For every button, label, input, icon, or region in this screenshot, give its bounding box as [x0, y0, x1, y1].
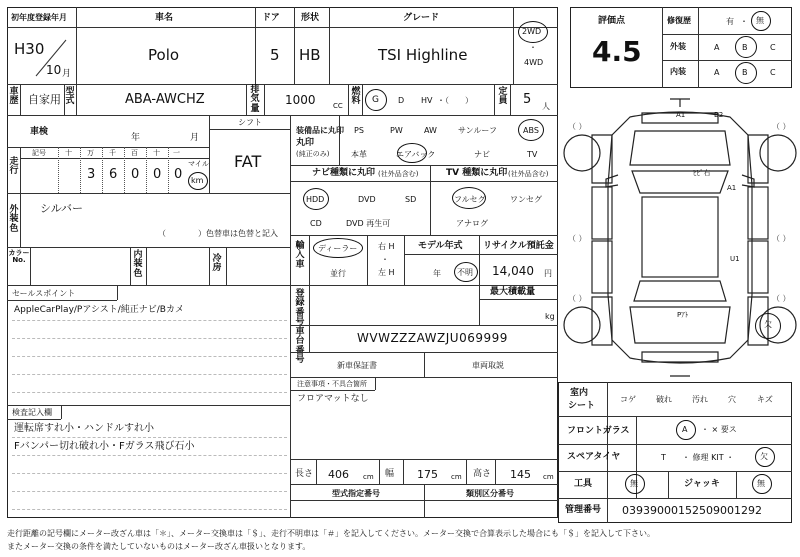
mileage-cell-div-1 [80, 147, 81, 193]
color-note: （ ）色替車は色替と記入 [158, 229, 278, 238]
sales-point-label: セールスポイント [12, 289, 76, 298]
interior-color-label: 内装色 [133, 250, 143, 279]
shift-label: シフト [238, 118, 262, 127]
cond-line-4 [558, 498, 792, 499]
shaken-month: 月 [190, 133, 200, 143]
color-no-sep [30, 247, 31, 285]
model-year-unknown: 不明 [457, 268, 473, 277]
mileage-head-5: 一 [173, 149, 180, 157]
grade-value: TSI Highline [378, 46, 468, 64]
tools-value: 無 [630, 479, 638, 488]
mileage-head-2: 千 [109, 149, 116, 157]
seat-item-3: 穴 [728, 395, 736, 404]
svg-text:（ ）: （ ） [772, 234, 791, 243]
inspection-label: 検査記入欄 [12, 408, 52, 417]
navi-label: ナビ種類に丸印 [312, 168, 376, 178]
mileage-digit-2: 6 [109, 167, 118, 182]
repair-yes: 有 [726, 17, 734, 26]
navi-sd: SD [405, 195, 417, 204]
div-r2-f [348, 84, 349, 115]
row1-bottom-line [7, 84, 558, 85]
reg-month-unit: 月 [62, 69, 72, 79]
cond-line-2 [558, 444, 792, 445]
model-year-year: 年 [433, 269, 441, 278]
drive-dot: ・ [529, 43, 537, 52]
dim-height-cm: cm [543, 473, 554, 481]
model-value: ABA-AWCHZ [125, 92, 205, 107]
jack-label: ジャッキ [684, 479, 720, 489]
spare-kit: ・ 修理 KIT ・ [682, 453, 735, 462]
mileage-head-1: 万 [87, 149, 94, 157]
type-label-line [290, 500, 558, 501]
warranty-manual: 車両取説 [472, 361, 504, 370]
import-sep-d [479, 235, 480, 285]
fuel-hv: HV [421, 96, 433, 105]
sales-line-4 [12, 374, 287, 375]
drive-2wd: 2WD [522, 27, 542, 36]
row2-bottom-line [7, 115, 558, 116]
exterior-c: C [770, 43, 776, 52]
management-label: 管理番号 [565, 505, 602, 515]
div-grade-drive [513, 7, 514, 84]
insp-line-4 [12, 491, 287, 492]
import-left-h: 左 H [378, 268, 395, 277]
mileage-kigou: 記号 [32, 149, 46, 157]
seat-item-4: キズ [757, 395, 773, 404]
seat-item-0: コゲ [620, 395, 636, 404]
color-no-bottom [7, 285, 290, 286]
color-bottom-line [7, 247, 290, 248]
management-value: 03939000152509001292 [622, 504, 762, 517]
div-r2-h [494, 84, 495, 115]
mark-front-a1: A1 [676, 111, 686, 119]
score-value: 4.5 [592, 35, 642, 68]
sales-point-label-line [7, 300, 117, 301]
row1-header-line [7, 27, 558, 28]
chassis-label: 車台番号 [295, 327, 305, 366]
notes-label: 注意事項・不具合箇所 [297, 380, 367, 388]
dim-width-value: 175 [417, 468, 438, 481]
mileage-cell-div-0 [58, 147, 59, 193]
insp-line-2 [12, 455, 287, 456]
notes-bottom [290, 459, 558, 460]
tools-label: 工具 [574, 479, 593, 489]
tv-label: TV 種類に丸印 [446, 168, 508, 178]
category-label: 車歴 [9, 87, 19, 107]
mileage-digit-1: 3 [87, 167, 96, 182]
div-door-shape [294, 7, 295, 84]
cond-line-1 [558, 416, 792, 417]
seat-item-2: 汚れ [692, 395, 708, 404]
jack-value: 無 [757, 479, 765, 488]
repair-label: 修復歴 [667, 16, 691, 25]
mark-glass-chip: ﾋﾋﾞ右 [693, 169, 711, 177]
car-name-label: 車名 [155, 13, 174, 23]
mileage-cell-div-4 [146, 147, 147, 193]
cond-line-3 [558, 471, 792, 472]
exterior-b: B [742, 43, 748, 52]
mileage-cell-div-2 [102, 147, 103, 193]
interior-sep-a [130, 247, 131, 285]
front-glass-a: A [682, 425, 688, 434]
navi-dvd: DVD [358, 195, 376, 204]
sales-line-5 [12, 392, 287, 393]
mileage-digit-3: 0 [131, 167, 140, 182]
equip-airbag: エアバック [396, 150, 436, 159]
dim-height-label: 高さ [473, 469, 492, 479]
color-sep [20, 193, 21, 247]
capacity-unit: 人 [542, 102, 550, 111]
category-value: 自家用 [28, 93, 61, 106]
mark-missing: 欠 [764, 320, 772, 329]
sales-line-1 [12, 320, 287, 321]
chassis-sep [309, 325, 310, 352]
sales-line-2 [12, 338, 287, 339]
navi-bottom [290, 235, 558, 236]
spare-label: スペアタイヤ [567, 452, 621, 462]
max-load-sep [479, 285, 480, 325]
registration-bottom [290, 325, 558, 326]
fridge-sep-a [209, 247, 210, 285]
equip-pw: PW [390, 126, 403, 135]
sales-point-text: AppleCarPlay/Pアシスト/純正ナビ/Bカメ [14, 305, 184, 315]
max-load-line [479, 299, 558, 300]
shaken-line [7, 147, 209, 148]
grade-div [662, 7, 663, 88]
reg-year-value: H30 [14, 40, 45, 58]
shape-label: 形状 [301, 13, 320, 23]
capacity-value: 5 [523, 92, 532, 107]
import-dot: ・ [381, 255, 389, 264]
div-r2-g [362, 84, 363, 115]
mark-right-a1: A1 [727, 184, 737, 192]
front-glass-x: ・ × 要ス [701, 425, 737, 434]
mileage-head-line [20, 158, 209, 159]
mileage-head-4: 十 [153, 149, 160, 157]
grade-label: グレード [403, 13, 440, 23]
inspection-top [7, 405, 290, 406]
equip-sunroof: サンルーフ [458, 126, 497, 135]
notes-text: フロアマットなし [297, 394, 369, 404]
front-glass-label: フロントガラス [567, 426, 630, 436]
max-load-kg: kg [545, 312, 555, 321]
fuel-g: G [372, 95, 379, 105]
import-sep-a [309, 235, 310, 285]
tv-sub: (社外品含む) [508, 170, 549, 178]
capacity-label: 定員 [498, 87, 508, 107]
equip-aw: AW [424, 126, 437, 135]
svg-text:（ ）: （ ） [568, 234, 587, 243]
type-sep [424, 484, 425, 518]
mark-right-u1: U1 [730, 255, 740, 263]
shift-label-line [209, 129, 290, 130]
displacement-label: 排気量 [250, 85, 260, 114]
warranty-sep [424, 352, 425, 377]
registration-sep [309, 285, 310, 325]
sales-point-label-end [117, 285, 118, 300]
dim-height-value: 145 [510, 468, 531, 481]
equipment-sep [339, 115, 340, 165]
dim-width-cm: cm [451, 473, 462, 481]
dim-sep-1 [316, 459, 317, 484]
div-reg-name [76, 7, 77, 84]
displacement-value: 1000 [285, 93, 316, 107]
tv-analog: アナログ [456, 219, 488, 228]
navi-label-line [290, 181, 558, 182]
dim-width-label: 幅 [385, 469, 395, 479]
mileage-cell-div-5 [168, 147, 169, 193]
interior-a: A [714, 68, 720, 77]
fuel-other: ・（ ） [437, 96, 473, 105]
spare-t: T [661, 453, 666, 462]
dim-length-value: 406 [328, 468, 349, 481]
recycle-yen: 円 [544, 269, 552, 278]
import-parallel: 並行 [330, 269, 346, 278]
shaken-label: 車検 [30, 127, 49, 137]
navi-sub: (社外品含む) [378, 170, 419, 178]
max-load-label: 最大積載量 [490, 287, 536, 297]
color-no-label: カラーNo. [8, 249, 30, 265]
dim-length-label: 長さ [295, 469, 314, 479]
exterior-grade-label: 外装 [670, 42, 686, 51]
svg-text:（ ）: （ ） [772, 122, 791, 131]
interior-sep-b [146, 247, 147, 285]
div-r2-d [246, 84, 247, 115]
mileage-cell-div-3 [124, 147, 125, 193]
import-sep-b [367, 235, 368, 285]
div-left-block [290, 115, 291, 285]
chassis-value: WVWZZZAWZJU069999 [357, 331, 508, 345]
fridge-label: 冷房 [212, 254, 222, 274]
door-value: 5 [270, 46, 280, 64]
navi-cd: CD [310, 219, 322, 228]
import-right-h: 右 H [378, 242, 395, 251]
equip-tv: TV [527, 150, 538, 159]
footer-line1: 走行距離の記号欄にメーター改ざん車は「＊」、メーター交換車は「＄」、走行不明車は「＃」を記入してください。メーター交換で合算表示した場合にも「＄」を記入して下さい。 [7, 529, 655, 538]
mileage-mile: マイル [188, 160, 209, 168]
mileage-label: 走行 [9, 157, 19, 177]
interior-c: C [770, 68, 776, 77]
import-bottom [290, 285, 558, 286]
reg-month-value: 10 [46, 63, 62, 77]
mileage-km: km [191, 176, 204, 185]
navi-hdd: HDD [306, 195, 325, 204]
inspection-label-end [61, 405, 62, 419]
mileage-head-0: 十 [65, 149, 72, 157]
footer-line2: またメーター交換の条件を満たしていないものはメーター改ざん車扱いとなります。 [7, 542, 311, 551]
sales-line-3 [12, 356, 287, 357]
recycle-value: 14,040 [492, 264, 534, 278]
insp-line-5 [12, 509, 287, 510]
exterior-a: A [714, 43, 720, 52]
inspection-line1: 運転席すれ小・ハンドルすれ小 [14, 423, 154, 434]
interior-grade-label: 内装 [670, 67, 686, 76]
svg-text:（ ）: （ ） [568, 122, 587, 131]
door-label: ドア [262, 13, 280, 23]
fuel-d: D [398, 96, 405, 105]
dim-length-cm: cm [363, 473, 374, 481]
grade-line-1 [662, 34, 792, 35]
mileage-digit-4: 0 [153, 167, 162, 182]
jack-sep [736, 471, 737, 498]
import-dealer: ディーラー [318, 244, 358, 253]
insp-line-1 [12, 437, 287, 438]
front-glass-sep [636, 416, 637, 444]
mileage-line [7, 193, 290, 194]
recycle-label: リサイクル預託金 [483, 241, 554, 251]
seat-label-2: シート [568, 401, 596, 411]
dim-sep-3 [403, 459, 404, 484]
navi-tv-sep [430, 165, 431, 235]
mark-rear: Pｱﾄ [677, 311, 689, 319]
svg-text:（ ）: （ ） [568, 294, 587, 303]
equip-abs: ABS [523, 126, 539, 135]
shift-value: FAT [234, 152, 262, 171]
model-label: 型式 [65, 87, 75, 107]
svg-text:（ ）: （ ） [772, 294, 791, 303]
div-r2-c [76, 84, 77, 115]
equipment-bottom [290, 165, 558, 166]
displacement-unit: CC [333, 102, 343, 110]
notes-label-end [375, 377, 376, 390]
spare-sep [636, 444, 637, 471]
seat-item-1: 破れ [656, 395, 672, 404]
warranty-new-car: 新車保証書 [337, 361, 377, 370]
spare-none: 欠 [760, 452, 768, 461]
dim-sep-2 [379, 459, 380, 484]
div-r2-e [264, 84, 265, 115]
tools-sep-b [668, 471, 669, 498]
color-label: 外装色 [9, 205, 19, 234]
inspection-line2: Fバンパー切れ破れ小・Fガラス飛び石小 [14, 441, 195, 452]
equip-navi: ナビ [474, 150, 490, 159]
drive-4wd: 4WD [524, 58, 544, 67]
model-year-line [404, 254, 558, 255]
registration-label: 登録番号 [295, 289, 305, 328]
inspection-label-line [7, 419, 61, 420]
shaken-year: 年 [131, 133, 141, 143]
dim-sep-4 [466, 459, 467, 484]
div-shape-grade [329, 7, 330, 84]
div-name-door [255, 7, 256, 84]
tv-fullseg: フルセグ [454, 195, 486, 204]
tv-oneseg: ワンセグ [510, 195, 542, 204]
type-number-label: 型式指定番号 [332, 489, 380, 498]
mileage-sep [20, 147, 21, 193]
div-r2-a [20, 84, 21, 115]
import-sep-c [404, 235, 405, 285]
reg-year-label: 初年度登録年月 [11, 13, 67, 22]
navi-dvd-play: DVD 再生可 [346, 219, 391, 228]
repair-dot: ・ [740, 17, 748, 26]
mark-front-b2: B2 [714, 111, 724, 119]
grade-label-div [698, 7, 699, 88]
mileage-head-3: 百 [131, 149, 138, 157]
class-number-label: 類別区分番号 [466, 489, 514, 498]
div-shift [209, 115, 210, 193]
interior-b: B [742, 68, 748, 77]
model-year-label: モデル年式 [418, 241, 463, 251]
dim-sep-5 [495, 459, 496, 484]
fuel-label: 燃料 [351, 87, 361, 107]
car-name-value: Polo [148, 46, 180, 64]
shape-value: HB [299, 46, 321, 64]
warranty-bottom [290, 377, 558, 378]
color-value: シルバー [40, 202, 83, 215]
import-label: 輸入車 [295, 241, 305, 270]
equipment-sub: (純正のみ) [296, 150, 330, 158]
fridge-sep-b [226, 247, 227, 285]
mileage-digit-5: 0 [174, 167, 183, 182]
seat-label-1: 室内 [570, 388, 589, 398]
equipment-label: 装備品に丸印 [296, 126, 344, 135]
notes-label-line [290, 390, 375, 391]
score-label: 評価点 [598, 16, 626, 26]
equip-leather: 本革 [351, 150, 367, 159]
equipment-label-2: 丸印 [296, 138, 315, 148]
grade-line-2 [662, 60, 792, 61]
insp-line-3 [12, 473, 287, 474]
equip-ps: PS [354, 126, 364, 135]
repair-no: 無 [756, 16, 764, 25]
div-r2-i [510, 84, 511, 115]
